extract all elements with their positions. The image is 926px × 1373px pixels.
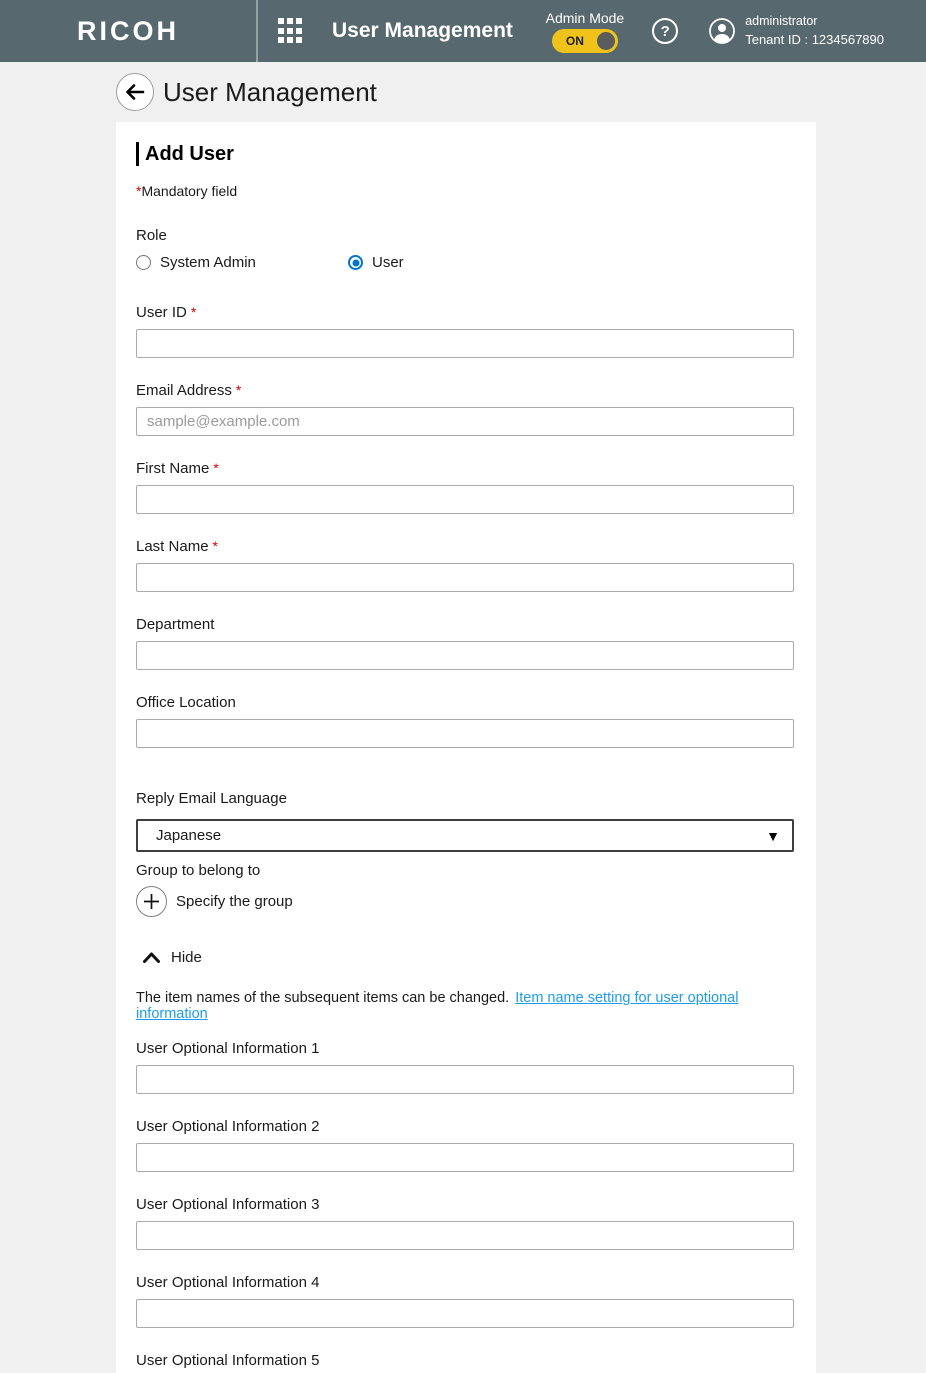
app-header (0, 0, 926, 62)
field-label: Last Name * (136, 538, 218, 555)
admin-mode-block (546, 10, 625, 53)
app-title: User Management (332, 19, 513, 42)
department-input[interactable] (136, 641, 794, 670)
admin-mode-label: Admin Mode (545, 9, 625, 26)
apps-grid-icon[interactable] (278, 18, 304, 44)
field-label: Office Location (136, 694, 236, 711)
plus-icon (136, 886, 167, 917)
section-title-bar (136, 142, 139, 166)
hide-label: Hide (171, 949, 202, 966)
user-name: administrator (745, 14, 818, 29)
field-user-optional-1 (136, 1040, 794, 1094)
reply-email-language-label: Reply Email Language (136, 790, 287, 807)
group-label: Group to belong to (136, 862, 261, 879)
field-label: User Optional Information 1 (136, 1040, 320, 1057)
dropdown-arrow-icon: ▼ (766, 827, 780, 844)
selected-language-value: Japanese (156, 827, 222, 844)
first-name-input[interactable] (136, 485, 794, 514)
radio-icon-selected (348, 255, 363, 270)
toggle-knob (597, 32, 615, 50)
role-radio-group (136, 254, 794, 271)
required-star: * (212, 538, 218, 554)
field-user-id (136, 304, 794, 358)
field-label: User Optional Information 3 (136, 1196, 320, 1213)
user-optional-4-input[interactable] (136, 1299, 794, 1328)
admin-mode-toggle[interactable] (552, 29, 618, 53)
account-icon[interactable] (708, 17, 736, 45)
radio-label: System Admin (160, 254, 256, 271)
field-label: Email Address * (136, 382, 242, 399)
field-last-name (136, 538, 794, 592)
office-location-input[interactable] (136, 719, 794, 748)
hide-toggle[interactable] (143, 949, 794, 966)
mandatory-text: Mandatory field (141, 183, 238, 199)
help-icon[interactable]: ? (652, 18, 678, 44)
optional-info-note: The item names of the subsequent items can be changed. (136, 990, 510, 1006)
radio-option-system-admin[interactable] (136, 254, 348, 271)
radio-option-user[interactable] (348, 254, 404, 271)
field-label: First Name * (136, 460, 219, 477)
required-star: * (213, 460, 219, 476)
ricoh-logo: RICOH (77, 15, 179, 46)
field-office-location (136, 694, 794, 748)
field-email (136, 382, 794, 436)
add-user-card (116, 122, 816, 1373)
field-first-name (136, 460, 794, 514)
logo-section (0, 0, 258, 62)
field-user-optional-4 (136, 1274, 794, 1328)
required-star: * (235, 382, 242, 398)
role-label: Role (136, 227, 167, 244)
field-label: User Optional Information 4 (136, 1274, 320, 1291)
optional-info-note-row (136, 990, 794, 1022)
field-label: User Optional Information 5 (136, 1352, 320, 1369)
field-label: Department (136, 616, 215, 633)
field-user-optional-5 (136, 1352, 794, 1373)
radio-label: User (372, 254, 404, 271)
user-optional-3-input[interactable] (136, 1221, 794, 1250)
user-optional-2-input[interactable] (136, 1143, 794, 1172)
toggle-state-label: ON (565, 33, 584, 48)
page-title: User Management (163, 76, 377, 107)
required-star: * (190, 304, 197, 320)
field-label: User Optional Information 2 (136, 1118, 320, 1135)
back-button[interactable] (116, 73, 154, 111)
radio-icon-unselected (136, 255, 151, 270)
field-label: User ID * (136, 304, 197, 321)
last-name-input[interactable] (136, 563, 794, 592)
field-user-optional-2 (136, 1118, 794, 1172)
specify-group-button[interactable] (136, 886, 794, 917)
field-department (136, 616, 794, 670)
mandatory-note (136, 183, 794, 199)
chevron-up-icon (143, 952, 160, 963)
field-user-optional-3 (136, 1196, 794, 1250)
back-arrow-icon (124, 81, 146, 103)
reply-email-language-select[interactable] (136, 819, 794, 852)
email-input[interactable] (136, 407, 794, 436)
section-title-text: Add User (145, 142, 234, 165)
item-name-setting-link[interactable]: Item name setting for user optional information (136, 990, 739, 1022)
tenant-id: Tenant ID : 1234567890 (745, 31, 884, 47)
specify-group-label: Specify the group (176, 893, 293, 910)
mandatory-star: * (136, 183, 142, 199)
user-optional-1-input[interactable] (136, 1065, 794, 1094)
user-info (745, 13, 884, 49)
user-id-input[interactable] (136, 329, 794, 358)
section-title (136, 142, 794, 166)
page-heading-row (0, 62, 926, 122)
